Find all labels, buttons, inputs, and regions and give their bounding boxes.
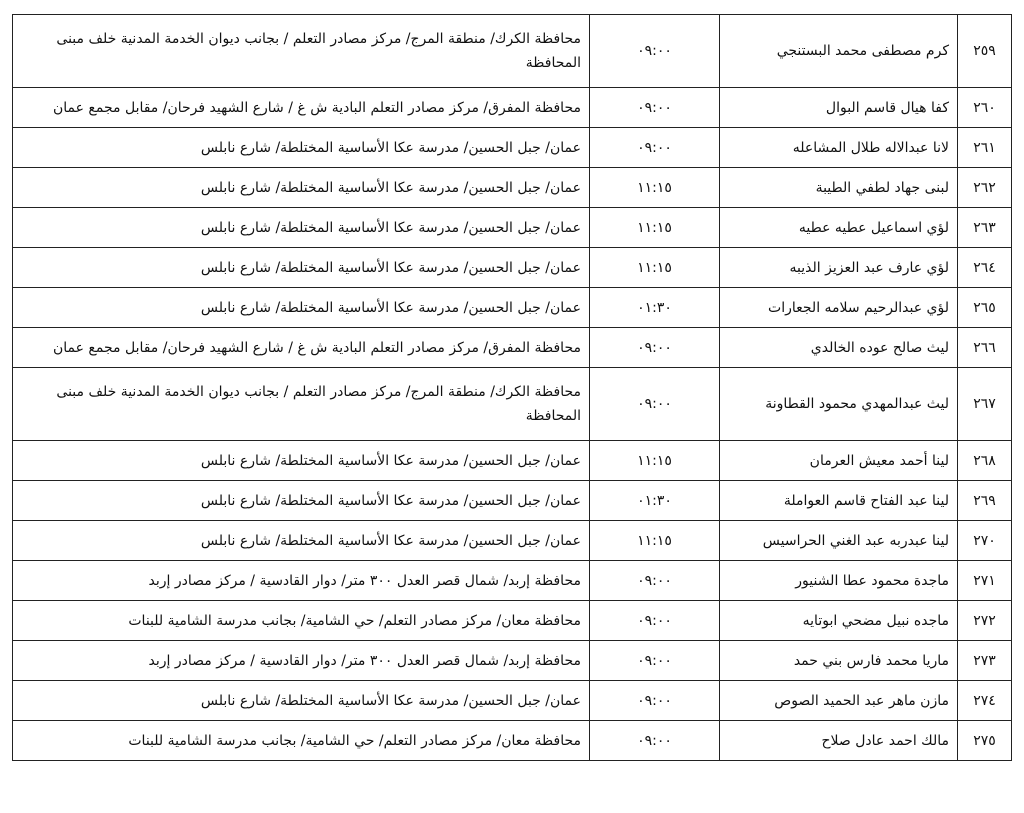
candidate-name: لينا عبد الفتاح قاسم العواملة xyxy=(720,481,958,521)
exam-location: محافظة المفرق/ مركز مصادر التعلم البادية ش غ / شارع الشهيد فرحان/ مقابل مجمع عمان xyxy=(13,88,590,128)
table-row xyxy=(13,561,1012,601)
table-row xyxy=(13,481,1012,521)
candidate-name: ماجده نبيل مضحي ابوتايه xyxy=(720,601,958,641)
table-row xyxy=(13,88,1012,128)
exam-schedule-table xyxy=(12,14,1012,761)
exam-time: ٠١:٣٠ xyxy=(590,481,720,521)
table-row xyxy=(13,641,1012,681)
candidate-name: لينا أحمد معيش العرمان xyxy=(720,441,958,481)
candidate-name: لؤي اسماعيل عطيه عطيه xyxy=(720,208,958,248)
exam-time: ١١:١٥ xyxy=(590,441,720,481)
candidate-name: لانا عبدالاله طلال المشاعله xyxy=(720,128,958,168)
candidate-name: ماجدة محمود عطا الشنيور xyxy=(720,561,958,601)
exam-time: ١١:١٥ xyxy=(590,521,720,561)
exam-location: عمان/ جبل الحسين/ مدرسة عكا الأساسية المختلطة/ شارع نابلس xyxy=(13,481,590,521)
exam-time: ٠١:٣٠ xyxy=(590,288,720,328)
exam-location: عمان/ جبل الحسين/ مدرسة عكا الأساسية المختلطة/ شارع نابلس xyxy=(13,128,590,168)
row-number: ٢٧٢ xyxy=(958,601,1012,641)
table-row xyxy=(13,15,1012,88)
table-row xyxy=(13,441,1012,481)
table-row xyxy=(13,601,1012,641)
exam-location: محافظة إربد/ شمال قصر العدل ٣٠٠ متر/ دوار القادسية / مركز مصادر إربد xyxy=(13,641,590,681)
table-row xyxy=(13,288,1012,328)
candidate-name: كفا هيال قاسم البوال xyxy=(720,88,958,128)
candidate-name: ليث صالح عوده الخالدي xyxy=(720,328,958,368)
row-number: ٢٧٣ xyxy=(958,641,1012,681)
row-number: ٢٦٩ xyxy=(958,481,1012,521)
candidate-name: لؤي عبدالرحيم سلامه الجعارات xyxy=(720,288,958,328)
row-number: ٢٦٠ xyxy=(958,88,1012,128)
exam-location: محافظة الكرك/ منطقة المرج/ مركز مصادر التعلم / بجانب ديوان الخدمة المدنية خلف مبنى المحافظة xyxy=(13,15,590,88)
candidate-name: كرم مصطفى محمد البستنجي xyxy=(720,15,958,88)
row-number: ٢٦٣ xyxy=(958,208,1012,248)
row-number: ٢٦٦ xyxy=(958,328,1012,368)
row-number: ٢٦٢ xyxy=(958,168,1012,208)
candidate-name: ماريا محمد فارس بني حمد xyxy=(720,641,958,681)
row-number: ٢٧٠ xyxy=(958,521,1012,561)
row-number: ٢٥٩ xyxy=(958,15,1012,88)
exam-time: ٠٩:٠٠ xyxy=(590,128,720,168)
row-number: ٢٦٥ xyxy=(958,288,1012,328)
exam-time: ١١:١٥ xyxy=(590,208,720,248)
exam-time: ٠٩:٠٠ xyxy=(590,368,720,441)
row-number: ٢٦٧ xyxy=(958,368,1012,441)
exam-time: ٠٩:٠٠ xyxy=(590,721,720,761)
row-number: ٢٦١ xyxy=(958,128,1012,168)
exam-location: عمان/ جبل الحسين/ مدرسة عكا الأساسية المختلطة/ شارع نابلس xyxy=(13,521,590,561)
exam-time: ١١:١٥ xyxy=(590,248,720,288)
exam-time: ٠٩:٠٠ xyxy=(590,15,720,88)
table-row xyxy=(13,681,1012,721)
candidate-name: ليث عبدالمهدي محمود القطاونة xyxy=(720,368,958,441)
row-number: ٢٧١ xyxy=(958,561,1012,601)
candidate-name: مازن ماهر عبد الحميد الصوص xyxy=(720,681,958,721)
exam-location: عمان/ جبل الحسين/ مدرسة عكا الأساسية المختلطة/ شارع نابلس xyxy=(13,288,590,328)
table-row xyxy=(13,168,1012,208)
exam-time: ٠٩:٠٠ xyxy=(590,681,720,721)
exam-location: محافظة إربد/ شمال قصر العدل ٣٠٠ متر/ دوار القادسية / مركز مصادر إربد xyxy=(13,561,590,601)
exam-location: عمان/ جبل الحسين/ مدرسة عكا الأساسية المختلطة/ شارع نابلس xyxy=(13,681,590,721)
exam-location: عمان/ جبل الحسين/ مدرسة عكا الأساسية المختلطة/ شارع نابلس xyxy=(13,168,590,208)
table-row xyxy=(13,328,1012,368)
exam-time: ٠٩:٠٠ xyxy=(590,641,720,681)
table-row xyxy=(13,128,1012,168)
exam-time: ٠٩:٠٠ xyxy=(590,601,720,641)
candidate-name: مالك احمد عادل صلاح xyxy=(720,721,958,761)
exam-location: عمان/ جبل الحسين/ مدرسة عكا الأساسية المختلطة/ شارع نابلس xyxy=(13,208,590,248)
table-row xyxy=(13,248,1012,288)
row-number: ٢٧٥ xyxy=(958,721,1012,761)
exam-location: محافظة معان/ مركز مصادر التعلم/ حي الشامية/ بجانب مدرسة الشامية للبنات xyxy=(13,601,590,641)
table-row xyxy=(13,521,1012,561)
candidate-name: لينا عبدربه عبد الغني الحراسيس xyxy=(720,521,958,561)
exam-location: عمان/ جبل الحسين/ مدرسة عكا الأساسية المختلطة/ شارع نابلس xyxy=(13,248,590,288)
exam-time: ٠٩:٠٠ xyxy=(590,88,720,128)
row-number: ٢٧٤ xyxy=(958,681,1012,721)
exam-time: ٠٩:٠٠ xyxy=(590,328,720,368)
exam-location: محافظة المفرق/ مركز مصادر التعلم البادية ش غ / شارع الشهيد فرحان/ مقابل مجمع عمان xyxy=(13,328,590,368)
table-body xyxy=(13,15,1012,761)
table-row xyxy=(13,208,1012,248)
exam-location: محافظة معان/ مركز مصادر التعلم/ حي الشامية/ بجانب مدرسة الشامية للبنات xyxy=(13,721,590,761)
table-row xyxy=(13,721,1012,761)
row-number: ٢٦٤ xyxy=(958,248,1012,288)
exam-location: محافظة الكرك/ منطقة المرج/ مركز مصادر التعلم / بجانب ديوان الخدمة المدنية خلف مبنى المحافظة xyxy=(13,368,590,441)
table-row xyxy=(13,368,1012,441)
exam-time: ١١:١٥ xyxy=(590,168,720,208)
exam-location: عمان/ جبل الحسين/ مدرسة عكا الأساسية المختلطة/ شارع نابلس xyxy=(13,441,590,481)
candidate-name: لبنى جهاد لطفي الطيبة xyxy=(720,168,958,208)
exam-time: ٠٩:٠٠ xyxy=(590,561,720,601)
candidate-name: لؤي عارف عبد العزيز الذيبه xyxy=(720,248,958,288)
row-number: ٢٦٨ xyxy=(958,441,1012,481)
